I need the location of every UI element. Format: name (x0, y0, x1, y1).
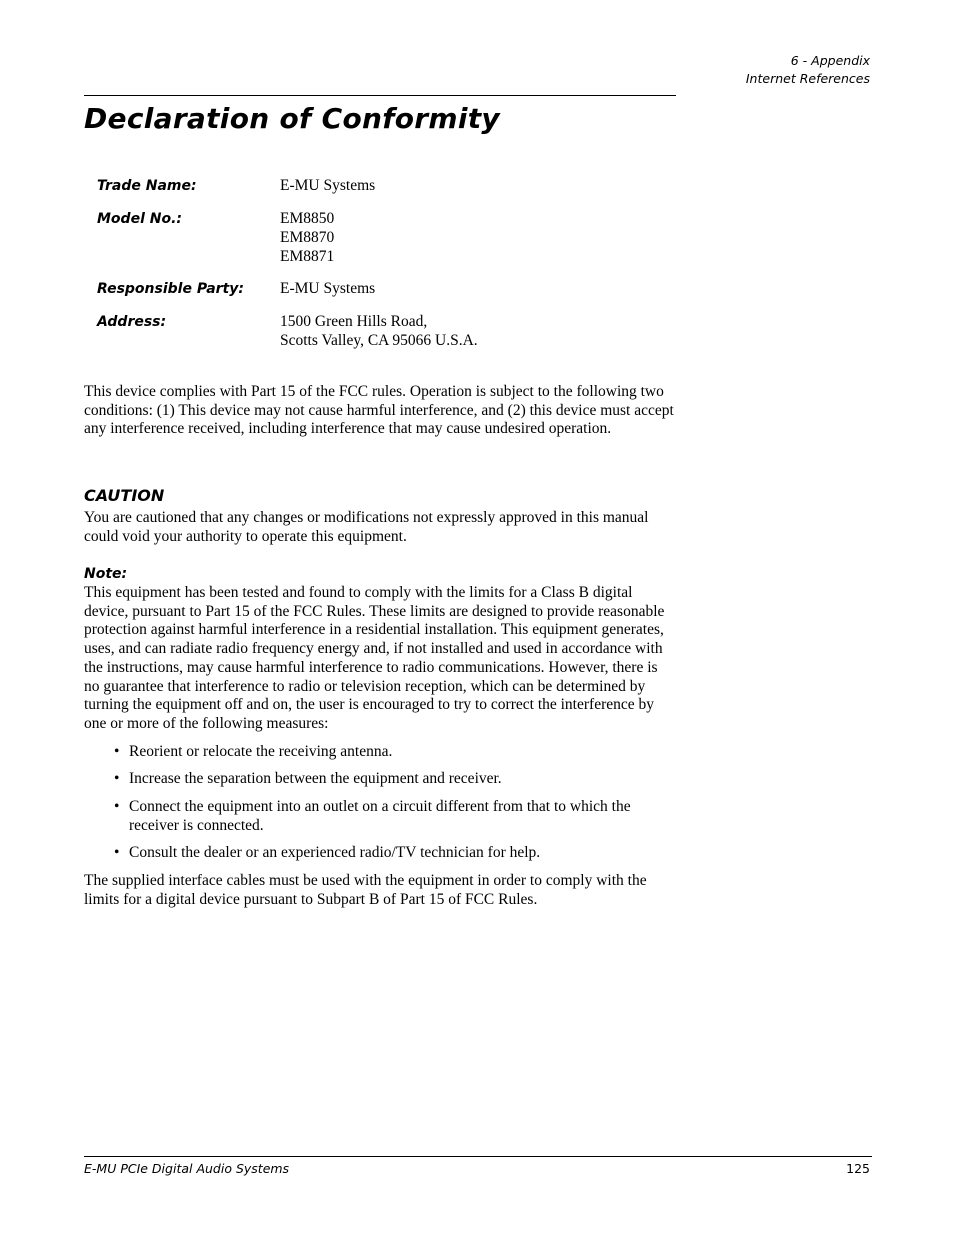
footer-page-number: 125 (846, 1161, 870, 1176)
address-values (280, 312, 478, 350)
list-item (84, 770, 676, 789)
page-title: Declaration of Conformity (84, 102, 500, 135)
address-line: 1500 Green Hills Road, (280, 313, 428, 330)
list-item-text: Connect the equipment into an outlet on a circuit different from that to which the receiver is connected. (129, 798, 631, 834)
address-label: Address: (97, 314, 167, 330)
list-item (84, 844, 676, 863)
model-value: EM8870 (280, 229, 335, 246)
header-rule (84, 95, 676, 96)
list-item-text: Consult the dealer or an experienced radio/TV technician for help. (129, 844, 541, 862)
bullet-icon: • (114, 770, 120, 788)
measures-list (84, 743, 676, 864)
caution-paragraph: You are cautioned that any changes or modifications not expressly approved in this manual could void your authority to operate this equipment. (84, 509, 649, 545)
list-item-text: Increase the separation between the equipment and receiver. (129, 770, 502, 788)
caution-section (84, 486, 676, 546)
running-header (746, 52, 870, 88)
bullet-icon: • (114, 742, 120, 760)
address-line: Scotts Valley, CA 95066 U.S.A. (280, 332, 478, 349)
list-item (84, 798, 676, 835)
bullet-icon: • (114, 844, 120, 862)
note-paragraph: This equipment has been tested and found to comply with the limits for a Class B digital device, pursuant to Part 15 of the FCC Rules. These limits are designed to provide reasonable protection against harmful interference in a residential installation. This equipment generates, uses, and can radiate radio frequency energy and, if not installed and used in accordance with the instructions, may cause harmful interference to radio communications. However, there is no guarantee that interference to radio or television reception, which can be determined by turning the equipment off and on, the user is encouraged to try to correct the interference by one or more of the following measures: (84, 584, 665, 732)
note-section (84, 565, 676, 910)
responsible-party-row (97, 279, 657, 299)
trade-name-value: E-MU Systems (280, 177, 376, 194)
bullet-icon: • (114, 798, 120, 816)
list-item (84, 743, 676, 762)
header-section: Internet References (745, 71, 870, 86)
caution-heading: CAUTION (84, 486, 165, 505)
note-heading: Note: (84, 566, 128, 582)
fcc-compliance-section (84, 383, 676, 439)
footer-rule (84, 1156, 872, 1157)
conformity-info-table (97, 176, 657, 363)
fcc-compliance-paragraph: This device complies with Part 15 of the FCC rules. Operation is subject to the following two conditions: (1) This device may not cause harmful interference, and (2) this device must accept any interference received, including interference that may cause undesired operation. (84, 383, 674, 438)
list-item-text: Reorient or relocate the receiving antenna. (129, 742, 393, 760)
model-values (280, 209, 334, 266)
model-value: EM8871 (280, 248, 335, 265)
model-row (97, 209, 657, 266)
model-value: EM8850 (280, 210, 335, 227)
address-row (97, 312, 657, 350)
model-label: Model No.: (97, 211, 182, 227)
responsible-party-label: Responsible Party: (97, 281, 244, 297)
trade-name-label: Trade Name: (97, 178, 197, 194)
trade-name-row (97, 176, 657, 196)
responsible-party-value: E-MU Systems (280, 280, 376, 297)
closing-paragraph: The supplied interface cables must be used with the equipment in order to comply with the limits for a digital device pursuant to Subpart B of Part 15 of FCC Rules. (84, 872, 647, 908)
footer-book-title: E-MU PCIe Digital Audio Systems (84, 1161, 290, 1176)
header-chapter: 6 - Appendix (790, 53, 870, 68)
